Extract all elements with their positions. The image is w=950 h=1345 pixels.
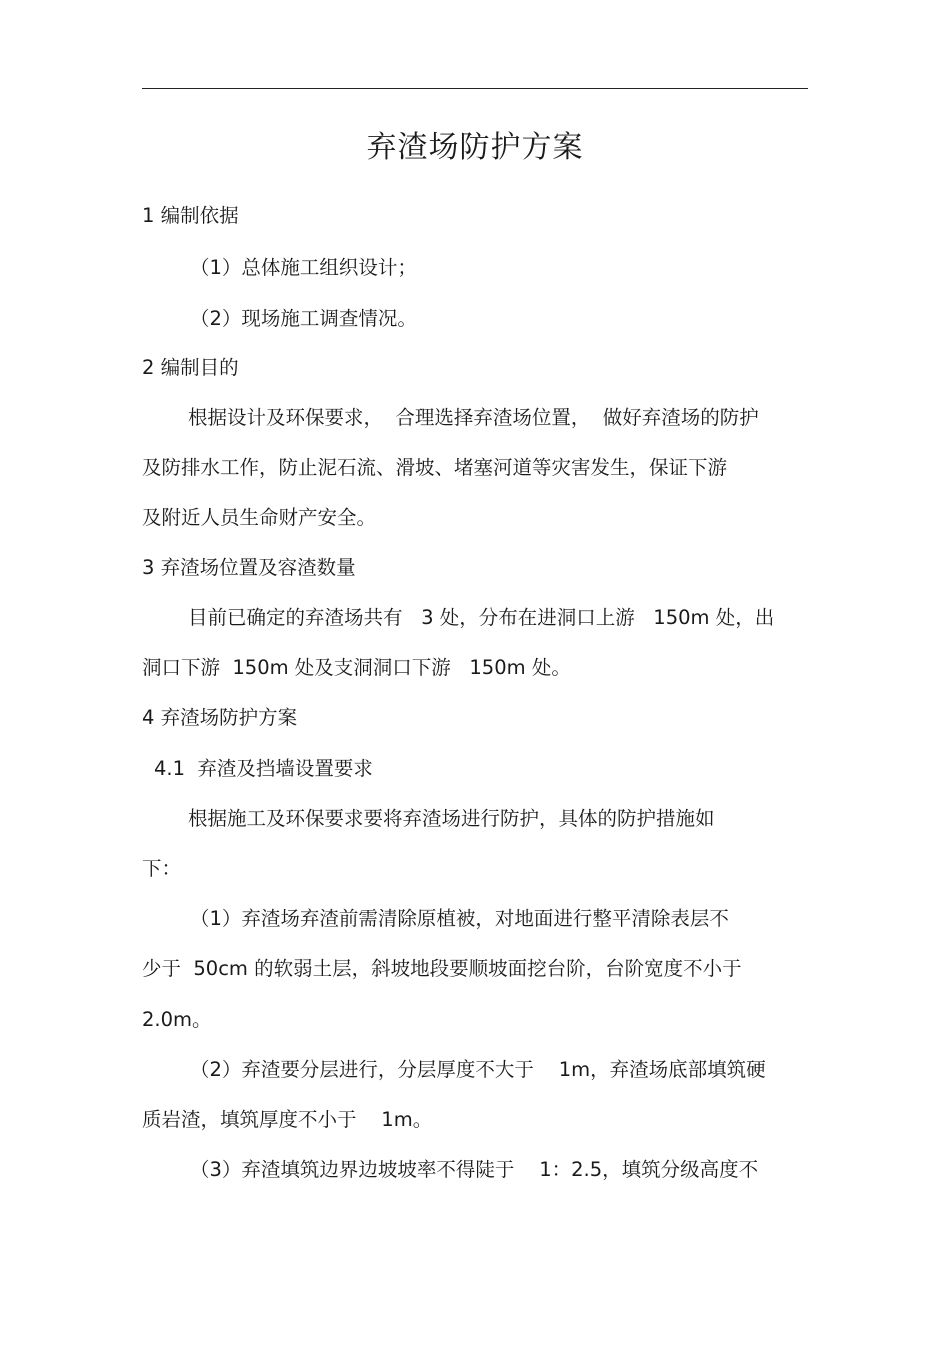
section-heading-1: 1 编制依据 [142,204,239,227]
paragraph-line: 质岩渣，填筑厚度不小于 1m。 [142,1108,433,1131]
paragraph-line: 下： [142,857,182,880]
paragraph-line: 及附近人员生命财产安全。 [142,506,377,529]
section-heading-4: 4 弃渣场防护方案 [142,706,298,729]
header-rule [142,88,808,89]
paragraph-line: 根据设计及环保要求， 合理选择弃渣场位置， 做好弃渣场的防护 [188,406,759,429]
list-item: （2）现场施工调查情况。 [190,307,417,330]
paragraph-line: （1）弃渣场弃渣前需清除原植被，对地面进行整平清除表层不 [190,907,729,930]
paragraph-line: 及防排水工作，防止泥石流、滑坡、堵塞河道等灾害发生，保证下游 [142,456,728,479]
paragraph-line: 洞口下游 150m 处及支洞洞口下游 150m 处。 [142,656,571,679]
section-heading-3: 3 弃渣场位置及容渣数量 [142,556,356,579]
page-title: 弃渣场防护方案 [366,130,584,165]
paragraph-line: 2.0m。 [142,1008,212,1031]
paragraph-line: （3）弃渣填筑边界边坡坡率不得陡于 1：2.5，填筑分级高度不 [190,1158,759,1181]
list-item: （1）总体施工组织设计； [190,256,417,279]
section-heading-2: 2 编制目的 [142,356,239,379]
paragraph-line: 目前已确定的弃渣场共有 3 处，分布在进洞口上游 150m 处，出 [188,606,775,629]
paragraph-line: 根据施工及环保要求要将弃渣场进行防护，具体的防护措施如 [188,807,715,830]
subsection-heading-4-1: 4.1 弃渣及挡墙设置要求 [154,757,373,780]
paragraph-line: （2）弃渣要分层进行，分层厚度不大于 1m，弃渣场底部填筑硬 [190,1058,766,1081]
paragraph-line: 少于 50cm 的软弱土层，斜坡地段要顺坡面挖台阶，台阶宽度不小于 [142,957,742,980]
